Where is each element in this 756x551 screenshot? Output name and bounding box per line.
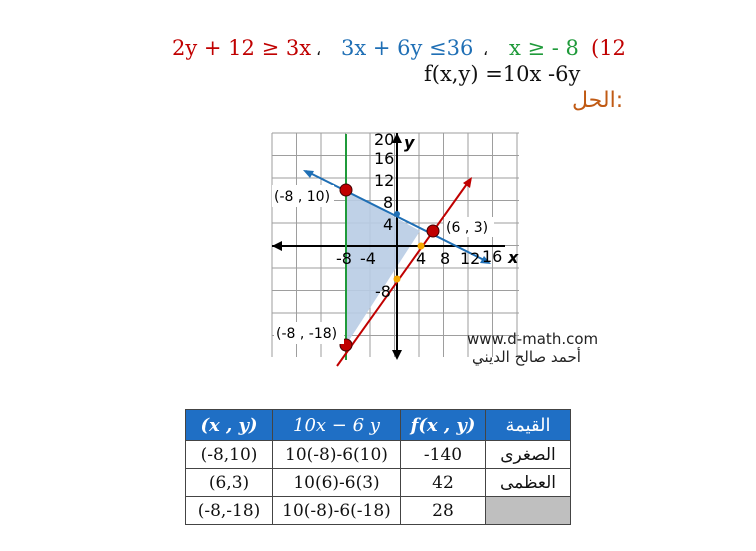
table-cell: العظمى — [486, 469, 571, 497]
table-cell: (6,3) — [186, 469, 273, 497]
column-header: 10x − 6 y — [273, 410, 401, 441]
column-header: f(x , y) — [401, 410, 486, 441]
table-cell: -140 — [401, 441, 486, 469]
y-tick-label: 4 — [383, 215, 394, 234]
x-tick-label: -4 — [360, 249, 376, 268]
problem-number: (12 — [591, 36, 626, 60]
y-tick-label: 12 — [374, 171, 395, 190]
table-cell-empty — [486, 497, 571, 525]
vertex-label: (-8 , -18) — [276, 326, 338, 342]
y-tick-label: -8 — [375, 282, 391, 301]
table-cell: (-8,10) — [186, 441, 273, 469]
table-cell: 42 — [401, 469, 486, 497]
column-header: القيمة — [486, 410, 571, 441]
table-cell: 10(-8)-6(10) — [273, 441, 401, 469]
table-row — [186, 469, 571, 497]
vertex-point — [340, 184, 352, 196]
axis-label-y: y — [404, 133, 415, 152]
table-header-row — [186, 410, 571, 441]
axis-label-x: x — [508, 248, 519, 267]
x-tick-label: -8 — [336, 249, 352, 268]
y-tick-label: 16 — [374, 149, 395, 168]
x-tick-label: 8 — [440, 249, 451, 268]
inequality-3x-6y-36: 3x + 6y ≤36 — [341, 36, 474, 60]
table-row — [186, 441, 571, 469]
table-cell: الصغرى — [486, 441, 571, 469]
y-tick-label: 20 — [374, 130, 395, 149]
vertex-point — [427, 225, 439, 237]
x-tick-label: 16 — [482, 247, 503, 266]
x-tick-label: 12 — [460, 249, 481, 268]
vertex-label: (6 , 3) — [446, 220, 489, 236]
table-cell: 10(-8)-6(-18) — [273, 497, 401, 525]
objective-function: f(x,y) =10x -6y — [424, 62, 581, 86]
vertex-label: (-8 , 10) — [274, 189, 331, 205]
y-tick-label: 8 — [383, 193, 394, 212]
author-credit: أحمد صالح الديني — [472, 348, 581, 366]
results-table — [185, 409, 571, 525]
table-cell: 28 — [401, 497, 486, 525]
intercept-point — [394, 276, 401, 283]
solution-label: الحل: — [572, 88, 624, 113]
intercept-point — [394, 211, 400, 217]
inequality-2y-12-3x: 2y + 12 ≥ 3x — [172, 36, 312, 60]
table-cell: 10(6)-6(3) — [273, 469, 401, 497]
inequality-x-minus-8: x ≥ - 8 — [509, 36, 579, 60]
column-header: (x , y) — [186, 410, 273, 441]
table-cell: (-8,-18) — [186, 497, 273, 525]
separator-comma: ، — [483, 40, 489, 59]
x-tick-label: 4 — [416, 249, 427, 268]
x-axis-arrow — [272, 241, 282, 251]
table-row — [186, 497, 571, 525]
y-axis-arrow-down — [392, 350, 402, 360]
separator-comma: ، — [316, 40, 322, 59]
website-credit: www.d-math.com — [467, 330, 599, 348]
